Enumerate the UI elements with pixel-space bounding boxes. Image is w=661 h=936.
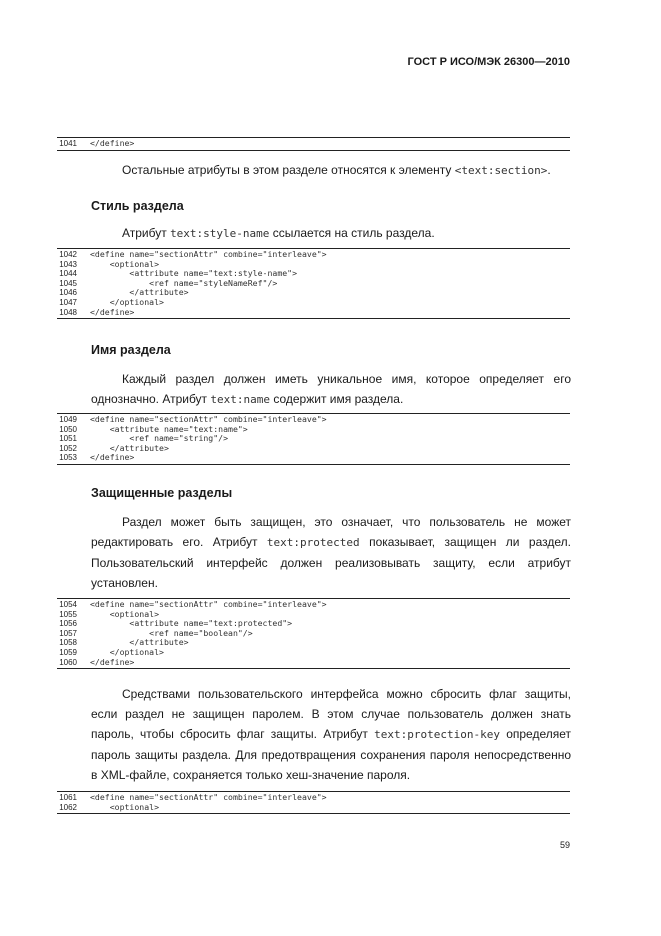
inline-code: text:protected — [266, 536, 360, 549]
line-number: 1051 — [59, 434, 77, 444]
line-number: 1045 — [59, 278, 77, 288]
code-block-3 — [57, 413, 570, 465]
line-number: 1060 — [59, 657, 77, 667]
line-number: 1062 — [59, 802, 77, 812]
code-text: <optional> — [90, 258, 160, 269]
code-line — [57, 658, 570, 668]
line-number: 1058 — [59, 638, 77, 648]
code-text: </define> — [90, 452, 135, 463]
code-text: <ref name="styleNameRef"/> — [90, 277, 278, 288]
code-line — [57, 308, 570, 318]
inline-code: text:protection-key — [374, 728, 500, 741]
code-text: <define name="sectionAttr" combine="interleave"> — [90, 249, 327, 259]
code-text: </optional> — [90, 296, 164, 307]
code-block-2 — [57, 248, 570, 319]
inline-code: text:style-name — [170, 227, 270, 240]
code-text: </define> — [90, 138, 135, 148]
code-text: </attribute> — [90, 637, 189, 648]
code-text: <define name="sectionAttr" combine="interleave"> — [90, 414, 327, 424]
code-text: </attribute> — [90, 287, 189, 298]
code-text: <attribute name="text:style-name"> — [90, 268, 298, 279]
code-text: <define name="sectionAttr" combine="interleave"> — [90, 792, 327, 802]
line-number: 1053 — [59, 453, 77, 463]
line-number: 1057 — [59, 628, 77, 638]
paragraph-section-name: Каждый раздел должен иметь уникальное имя, которое определяет его однозначно. Атрибут text:name содержит имя раздела. — [91, 372, 571, 406]
code-text: <optional> — [90, 608, 160, 619]
inline-code: <text:section> — [454, 164, 548, 177]
inline-code: text:name — [210, 393, 270, 406]
document-header: ГОСТ Р ИСО/МЭК 26300—2010 — [407, 56, 570, 68]
paragraph-protection-key: Средствами пользовательского интерфейса можно сбросить флаг защиты, если раздел не защищен паролем. В этом случае пользователь должен знать пароль, чтобы сбросить флаг защиты. Атрибут text:protection-key определяет пароль защиты раздела. Для предотвращения сохранения пароля непосредственно в XML-файле, сохраняется только хеш-значение пароля. — [91, 687, 571, 782]
code-text: <attribute name="text:protected"> — [90, 618, 293, 629]
paragraph-style-name: Атрибут text:style-name ссылается на стиль раздела. — [122, 226, 435, 240]
line-number: 1050 — [59, 424, 77, 434]
page-number: 59 — [559, 840, 570, 850]
line-number: 1047 — [59, 297, 77, 307]
code-line — [57, 453, 570, 463]
code-block-1 — [57, 137, 570, 151]
paragraph-protected: Раздел может быть защищен, это означает, что пользователь не может редактировать его. Атрибут text:protected показывает, защищен ли раздел. Пользовательский интерфейс должен реализовывать защиту, если атрибут установлен. — [91, 515, 571, 590]
line-number: 1059 — [59, 647, 77, 657]
code-block-4 — [57, 598, 570, 669]
heading-protected-sections: Защищенные разделы — [91, 486, 233, 500]
code-text: <ref name="boolean"/> — [90, 627, 253, 638]
code-text: </define> — [90, 306, 135, 317]
line-number: 1049 — [59, 415, 77, 424]
line-number: 1041 — [59, 139, 77, 148]
line-number: 1042 — [59, 250, 77, 259]
code-text: <attribute name="text:name"> — [90, 423, 248, 434]
code-text: <define name="sectionAttr" combine="interleave"> — [90, 599, 327, 609]
code-text: <optional> — [90, 801, 160, 812]
line-number: 1048 — [59, 307, 77, 317]
line-number: 1046 — [59, 288, 77, 298]
line-number: 1043 — [59, 259, 77, 269]
line-number: 1052 — [59, 443, 77, 453]
code-text: </optional> — [90, 646, 164, 657]
paragraph-section-attributes: Остальные атрибуты в этом разделе относятся к элементу <text:section>. — [122, 163, 551, 177]
code-text: </attribute> — [90, 442, 169, 453]
line-number: 1044 — [59, 269, 77, 279]
code-block-5 — [57, 791, 570, 814]
line-number: 1054 — [59, 600, 77, 609]
code-line — [57, 803, 570, 813]
code-text: </define> — [90, 656, 135, 667]
line-number: 1061 — [59, 793, 77, 802]
line-number: 1056 — [59, 619, 77, 629]
line-number: 1055 — [59, 609, 77, 619]
code-line — [57, 139, 570, 149]
heading-section-name: Имя раздела — [91, 343, 171, 357]
heading-section-style: Стиль раздела — [91, 199, 184, 213]
code-text: <ref name="string"/> — [90, 433, 229, 444]
